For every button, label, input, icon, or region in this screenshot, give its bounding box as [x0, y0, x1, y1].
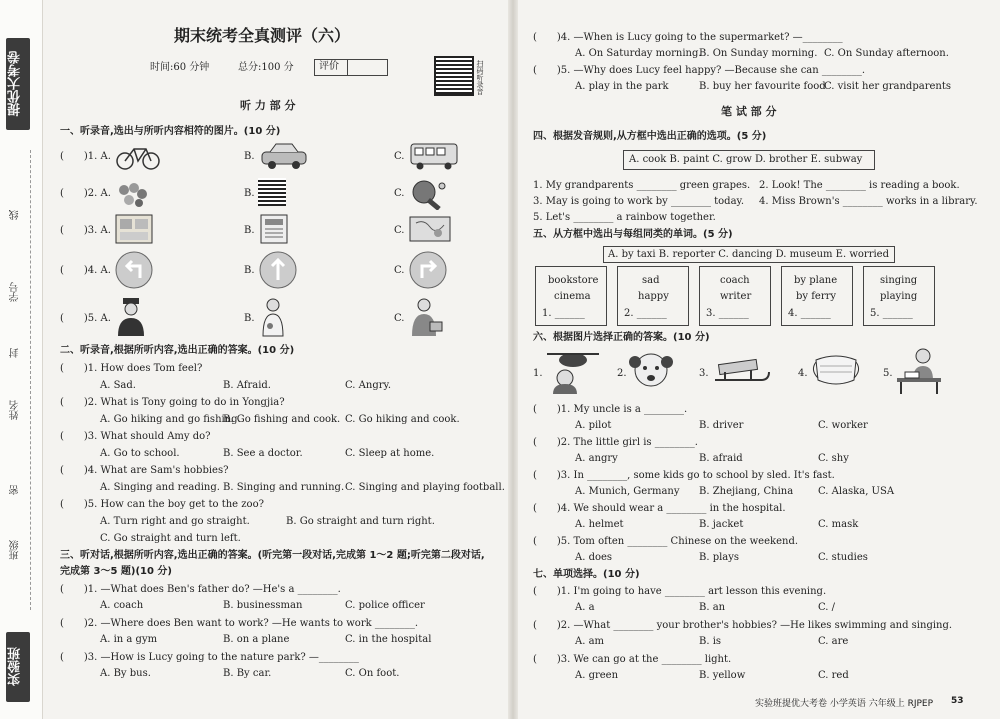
option-b: B. buy her favourite food: [699, 81, 826, 92]
word-group: [863, 266, 935, 326]
answer-blank[interactable]: 1. ______: [542, 308, 585, 319]
spine-brand-tab: 提优大考卷: [6, 38, 30, 130]
option-a: A. green: [575, 670, 619, 681]
question-number: ( )1. A.: [60, 151, 111, 162]
picture-number: 5.: [883, 368, 893, 379]
option-b: B. Go straight and turn right.: [286, 516, 435, 527]
option-b: B. on a plane: [223, 634, 290, 645]
word-box-text: A. cook B. paint C. grow D. brother E. subway: [629, 154, 863, 165]
group-word: cinema: [554, 291, 591, 302]
option-b: B. yellow: [699, 670, 746, 681]
doctor-icon: [258, 296, 288, 338]
section-3-title-cont: 完成第 3～5 题)(10 分): [60, 566, 172, 577]
turn-left-sign-icon: [114, 250, 154, 290]
option-a: A. Go to school.: [100, 448, 180, 459]
word-group: [535, 266, 607, 326]
option-b: B. plays: [699, 552, 740, 563]
option-a: A. By bus.: [100, 668, 151, 679]
picture-number: 1.: [533, 368, 543, 379]
exam-score: 总分:100 分: [238, 62, 294, 73]
option-a: A. pilot: [575, 420, 612, 431]
page-fold: [508, 0, 518, 719]
option-a: A. helmet: [575, 519, 624, 530]
question: ( )2. —Where does Ben want to work? —He wants to work ________.: [60, 618, 419, 629]
option-c: C. Alaska, USA: [818, 486, 895, 497]
option-b: B.: [244, 313, 255, 324]
turn-right-sign-icon: [408, 250, 448, 290]
footer-text: 实验班提优大考卷 小学英语 六年级上 RJPEP: [755, 699, 934, 709]
spine-field-id: 学号: [10, 282, 21, 302]
question: ( )1. —What does Ben's father do? —He's a ________.: [60, 584, 341, 595]
option-c: C. visit her grandparents: [824, 81, 951, 92]
group-word: by plane: [794, 275, 838, 286]
option-c: C. shy: [818, 453, 849, 464]
option-c: C. Angry.: [345, 380, 391, 391]
question: ( )5. How can the boy get to the zoo?: [60, 499, 264, 510]
option-b: B. businessman: [223, 600, 303, 611]
picture-number: 2.: [617, 368, 627, 379]
map-book-icon: [408, 213, 452, 245]
police-officer-icon: [114, 296, 148, 338]
option-c: C. mask: [818, 519, 859, 530]
option-c: C. Sleep at home.: [345, 448, 435, 459]
option-a: A. does: [575, 552, 613, 563]
worker-icon: [408, 296, 444, 338]
option-b: B. Go fishing and cook.: [223, 414, 341, 425]
option-c: C.: [394, 265, 405, 276]
option-b: B. By car.: [223, 668, 272, 679]
question: ( )2. The little girl is ________.: [533, 437, 698, 448]
word-group: [699, 266, 771, 326]
option-b: B. afraid: [699, 453, 743, 464]
question-number: ( )4. A.: [60, 265, 111, 276]
question-number: ( )2. A.: [60, 188, 111, 199]
option-a: A. angry: [575, 453, 618, 464]
option-c: C. On Sunday afternoon.: [824, 48, 949, 59]
question: 1. My grandparents ________ green grapes.: [533, 180, 751, 191]
poster-icon: [114, 213, 154, 245]
option-b: B.: [244, 188, 255, 199]
option-c: C.: [394, 151, 405, 162]
group-word: by ferry: [796, 291, 837, 302]
grapes-fruit-icon: [114, 178, 150, 210]
option-b: B. driver: [699, 420, 744, 431]
ping-pong-icon: [408, 178, 448, 210]
option-b: B. Singing and running.: [223, 482, 345, 493]
question: ( )3. We can go at the ________ light.: [533, 654, 732, 665]
sled-icon: [711, 350, 773, 390]
qr-label: 扫码听录音: [476, 60, 484, 95]
option-c: C. police officer: [345, 600, 425, 611]
picture-number: 4.: [798, 368, 808, 379]
studying-boy-icon: [893, 346, 943, 394]
go-straight-sign-icon: [258, 250, 298, 290]
section-3-title: 三、听对话,根据所听内容,选出正确的答案。(听完第一段对话,完成第 1～2 题;听完第二段对话,: [60, 550, 485, 561]
spine-mark: 密: [10, 485, 21, 495]
option-a: A. in a gym: [100, 634, 158, 645]
section-4-title: 四、根据发音规则,从方框中选出正确的选项。(5 分): [533, 131, 767, 142]
option-c: C.: [394, 188, 405, 199]
option-a: A. play in the park: [575, 81, 669, 92]
binding-spine: [0, 0, 43, 719]
group-word: writer: [720, 291, 752, 302]
option-b: B. an: [699, 602, 726, 613]
word-group: [781, 266, 853, 326]
spine-field-class: 班级: [10, 540, 21, 560]
question: ( )4. What are Sam's hobbies?: [60, 465, 229, 476]
option-c: C. On foot.: [345, 668, 400, 679]
option-b: B. On Sunday morning.: [699, 48, 818, 59]
right-page: [523, 0, 978, 719]
option-c: C. studies: [818, 552, 868, 563]
bicycle-icon: [114, 141, 162, 171]
question: 3. May is going to work by ________ today.: [533, 196, 745, 207]
group-word: bookstore: [548, 275, 599, 286]
exam-time: 时间:60 分钟: [150, 62, 210, 73]
taxi-icon: [258, 140, 310, 172]
option-a: A. Go hiking and go fishing.: [100, 414, 241, 425]
group-word: singing: [880, 275, 918, 286]
spine-field-name: 姓名: [10, 400, 21, 420]
word-box-text: A. by taxi B. reporter C. dancing D. museum E. worried: [608, 249, 889, 260]
option-c: C. worker: [818, 420, 868, 431]
option-a: A. a: [575, 602, 595, 613]
option-b: B. See a doctor.: [223, 448, 303, 459]
rating-label: 评价: [319, 61, 339, 72]
spine-mark: 封: [10, 348, 21, 358]
qr-code-icon[interactable]: [434, 56, 474, 96]
option-b: B.: [244, 225, 255, 236]
question: ( )3. —How is Lucy going to the nature park? —________: [60, 652, 359, 663]
option-a: A. Sad.: [100, 380, 136, 391]
left-page: [52, 0, 505, 719]
question: ( )5. —Why does Lucy feel happy? —Because she can ________.: [533, 65, 866, 76]
question-number: ( )3. A.: [60, 225, 111, 236]
option-a: A. Munich, Germany: [575, 486, 680, 497]
question: ( )2. —What ________ your brother's hobbies? —He likes swimming and singing.: [533, 620, 953, 631]
option-b: B. jacket: [699, 519, 744, 530]
pilot-helicopter-icon: [543, 348, 599, 394]
option-c: C. Go hiking and cook.: [345, 414, 460, 425]
word-box: [603, 246, 895, 263]
puzzle-icon: [258, 178, 286, 206]
question: ( )3. What should Amy do?: [60, 431, 211, 442]
option-b: B. Afraid.: [223, 380, 271, 391]
spine-brand-tab-bottom: 实验班: [6, 632, 30, 702]
option-a: A. On Saturday morning.: [575, 48, 702, 59]
section-7-title: 七、单项选择。(10 分): [533, 569, 640, 580]
option-a: A. am: [575, 636, 605, 647]
question: ( )5. Tom often ________ Chinese on the weekend.: [533, 536, 799, 547]
rating-box: [314, 59, 388, 76]
answer-blank[interactable]: 5. ______: [870, 308, 913, 319]
option-c: C. Go straight and turn left.: [100, 533, 241, 544]
question: ( )1. How does Tom feel?: [60, 363, 203, 374]
option-a: A. Turn right and go straight.: [100, 516, 250, 527]
option-b: B. is: [699, 636, 722, 647]
section-6-title: 六、根据图片选择正确的答案。(10 分): [533, 332, 710, 343]
answer-blank[interactable]: 2. ______: [624, 308, 667, 319]
question: ( )2. What is Tony going to do in Yongjia?: [60, 397, 285, 408]
bus-icon: [408, 140, 460, 172]
face-mask-icon: [808, 350, 864, 390]
afraid-girl-icon: [629, 348, 673, 394]
question: ( )4. —When is Lucy going to the supermarket? —________: [533, 32, 843, 43]
option-c: C.: [394, 225, 405, 236]
newspaper-icon: [258, 213, 292, 245]
writing-title: 笔 试 部 分: [721, 105, 777, 118]
question-number: ( )5. A.: [60, 313, 111, 324]
section-5-title: 五、从方框中选出与每组同类的单词。(5 分): [533, 229, 733, 240]
group-word: sad: [642, 275, 660, 286]
option-c: C. are: [818, 636, 849, 647]
listening-title: 听 力 部 分: [240, 99, 296, 112]
option-a: A. coach: [100, 600, 144, 611]
page-title: 期末统考全真测评（六）: [174, 26, 351, 45]
question: ( )4. We should wear a ________ in the hospital.: [533, 503, 786, 514]
option-c: C. red: [818, 670, 849, 681]
answer-blank[interactable]: 3. ______: [706, 308, 749, 319]
question: 4. Miss Brown's ________ works in a library.: [759, 196, 978, 207]
spine-mark: 线: [10, 210, 21, 220]
question: 5. Let's ________ a rainbow together.: [533, 212, 716, 223]
question: ( )1. My uncle is a ________.: [533, 404, 688, 415]
cut-line: [30, 150, 31, 610]
option-c: C. in the hospital: [345, 634, 432, 645]
option-b: B.: [244, 151, 255, 162]
option-b: B.: [244, 265, 255, 276]
option-b: B. Zhejiang, China: [699, 486, 794, 497]
group-word: coach: [720, 275, 750, 286]
option-c: C. /: [818, 602, 836, 613]
group-word: happy: [638, 291, 669, 302]
question: ( )3. In ________, some kids go to school by sled. It's fast.: [533, 470, 835, 481]
page-number: 53: [951, 696, 964, 706]
word-box: [623, 150, 875, 170]
question: ( )1. I'm going to have ________ art lesson this evening.: [533, 586, 827, 597]
picture-number: 3.: [699, 368, 709, 379]
word-group: [617, 266, 689, 326]
section-2-title: 二、听录音,根据所听内容,选出正确的答案。(10 分): [60, 345, 295, 356]
question: 2. Look! The ________ is reading a book.: [759, 180, 960, 191]
option-a: A. Singing and reading.: [100, 482, 220, 493]
answer-blank[interactable]: 4. ______: [788, 308, 831, 319]
section-1-title: 一、听录音,选出与所听内容相符的图片。(10 分): [60, 126, 281, 137]
option-c: C. Singing and playing football.: [345, 482, 505, 493]
option-c: C.: [394, 313, 405, 324]
group-word: playing: [880, 291, 918, 302]
